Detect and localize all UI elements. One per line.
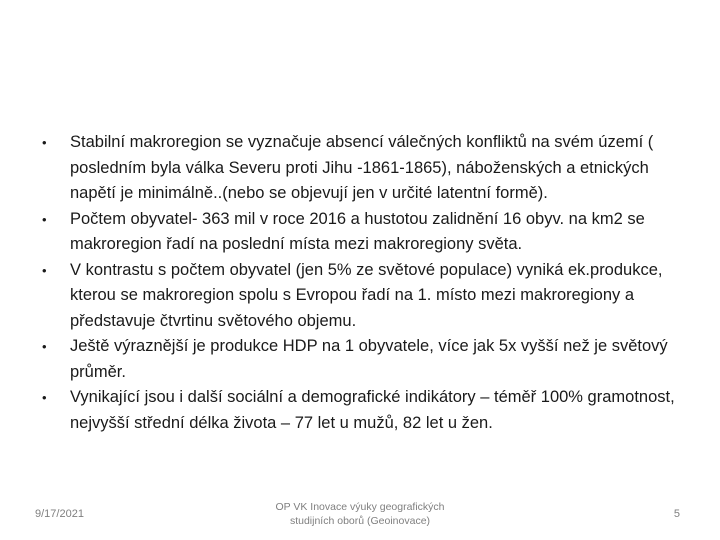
bullet-item (40, 130, 688, 207)
bullet-item (40, 385, 688, 436)
bullet-icon: • (42, 211, 47, 227)
footer-center-text (250, 500, 470, 528)
bullet-icon: • (42, 135, 47, 150)
footer-center-line: OP VK Inovace výuky geografických (275, 501, 445, 513)
bullet-text: Vynikající jsou i další sociální a demografické indikátory – téměř 100% gramotnost, nejvyšší střední délka života – 77 let u mužů, 82 let u žen. (70, 388, 675, 432)
bullet-icon: • (42, 262, 47, 278)
bullet-item (40, 207, 688, 258)
bullet-text: Stabilní makroregion se vyznačuje absencí válečných konfliktů na svém území ( posledním byla válka Severu proti Jihu -1861-1865), náboženských a etnických napětí je minimálně..(nebo se objevují jen v určité latentní formě). (70, 133, 654, 202)
bullet-text: V kontrastu s počtem obyvatel (jen 5% ze světové populace) vyniká ek.produkce, kterou se makroregion spolu s Evropou řadí na 1. místo mezi makroregiony a představuje čtvrtinu světového objemu. (70, 260, 663, 330)
bullet-list (40, 130, 688, 436)
footer-center-line: studijních oborů (Geoinovace) (289, 515, 431, 527)
bullet-item (40, 258, 688, 335)
bullet-item (40, 334, 688, 385)
bullet-icon: • (42, 339, 47, 354)
bullet-text: Počtem obyvatel- 363 mil v roce 2016 a hustotou zalidnění 16 obyv. na km2 se makroregion řadí na poslední místa mezi makroregiony světa. (70, 209, 645, 253)
page-number: 5 (673, 508, 680, 520)
footer-date: 9/17/2021 (35, 508, 84, 520)
bullet-icon: • (42, 390, 47, 405)
bullet-text: Ještě výraznější je produkce HDP na 1 obyvatele, více jak 5x vyšší než je světový průměr. (70, 337, 668, 381)
